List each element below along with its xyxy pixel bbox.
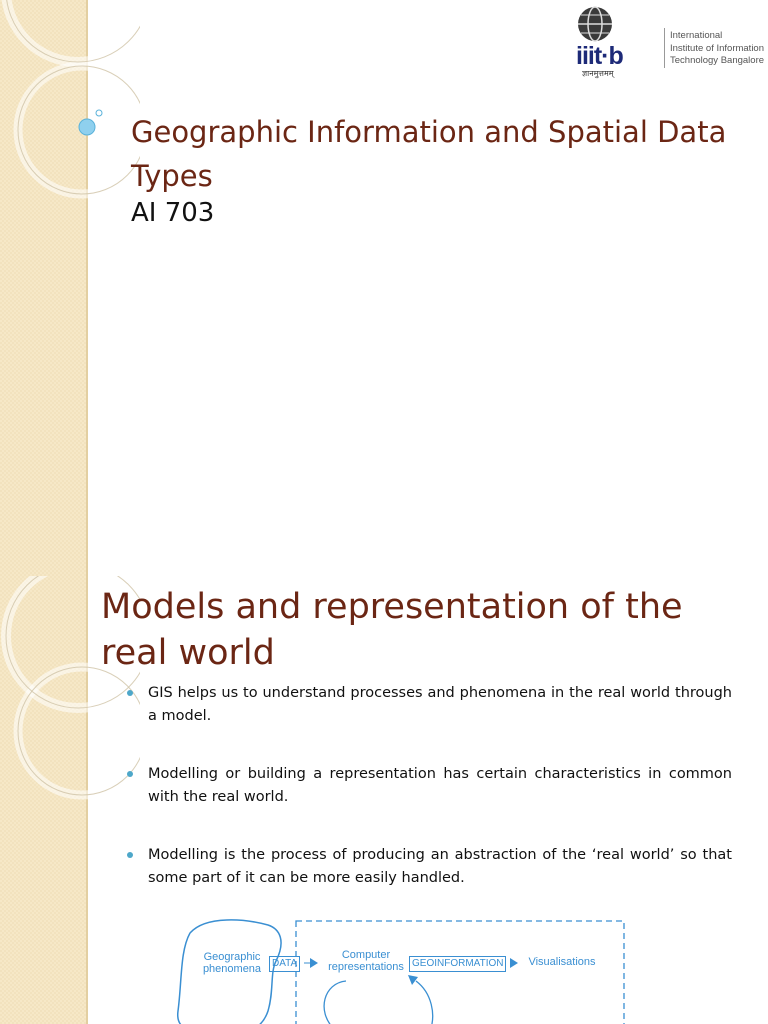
bullet-item xyxy=(124,763,732,809)
iiitb-logo xyxy=(574,4,766,80)
bullet-dot-icon xyxy=(127,771,133,777)
bullet-item xyxy=(124,844,732,890)
slide-1-title: Geographic Information and Spatial Data Types xyxy=(131,115,727,193)
blue-bubble-icon xyxy=(79,119,95,135)
logo-divider xyxy=(664,28,665,68)
logo-line-3: Technology Bangalore xyxy=(670,55,765,66)
slide-1-subtitle: AI 703 xyxy=(131,198,215,228)
bullet-item xyxy=(124,682,732,728)
visualisations-label: Visualisations xyxy=(528,956,596,968)
computer-representations-label: Computer representations xyxy=(328,949,404,973)
logo-motto: ज्ञानमुत्तमम् xyxy=(582,69,614,78)
slide-2-title: Models and representation of the real world xyxy=(101,587,683,673)
bullet-dot-icon xyxy=(127,690,133,696)
modelling-diagram xyxy=(176,911,636,1024)
logo-line-1: International xyxy=(670,30,723,41)
small-bubble-icon xyxy=(96,110,102,116)
logo-mark: iiit·b xyxy=(576,42,623,70)
data-box: DATA xyxy=(269,956,300,972)
globe-icon xyxy=(575,4,615,44)
bullet-text: Modelling is the process of producing an abstraction of the ‘real world’ so that some part of it can be more easily handled. xyxy=(148,847,732,886)
bullet-list xyxy=(124,682,732,925)
decorative-circles xyxy=(0,0,140,576)
bullet-text: GIS helps us to understand processes and phenomena in the real world through a model. xyxy=(148,685,732,724)
bullet-dot-icon xyxy=(127,852,133,858)
geographic-phenomena-label: Geographic phenomena xyxy=(202,951,262,975)
logo-text xyxy=(670,30,764,68)
geoinformation-box: GEOINFORMATION xyxy=(409,956,506,972)
logo-line-2: Institute of Information xyxy=(670,42,764,54)
bullet-text: Modelling or building a representation has certain characteristics in common with the real world. xyxy=(148,766,732,805)
slide-2 xyxy=(0,576,768,1024)
